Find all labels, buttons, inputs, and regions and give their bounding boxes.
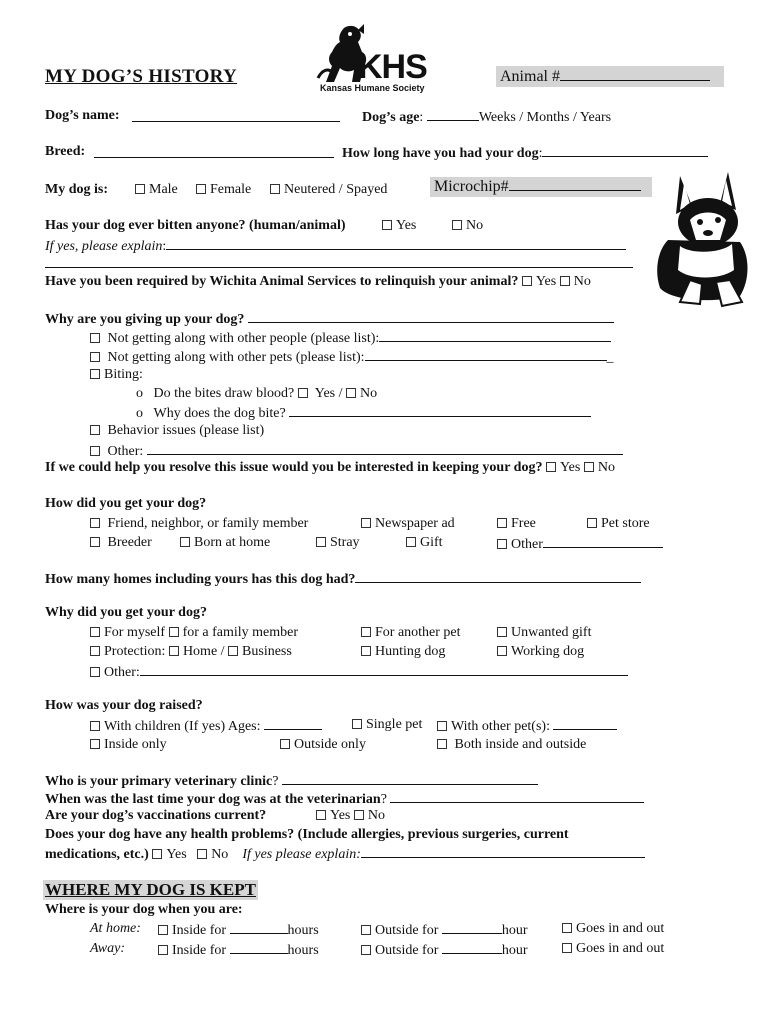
keep-no-checkbox[interactable] — [584, 462, 594, 472]
people-label: Not getting along with other people (please list): — [107, 331, 380, 346]
dog-age-input[interactable] — [427, 108, 479, 121]
business-checkbox[interactable] — [228, 646, 238, 656]
how-get-question: How did you get your dog? — [45, 496, 207, 511]
raised-question: How was your dog raised? — [45, 698, 203, 713]
health-yes-checkbox[interactable] — [152, 849, 162, 859]
health-explain-label: If yes please explain: — [242, 847, 361, 862]
dog-name-label: Dog’s name: — [45, 108, 120, 123]
clinic-input[interactable] — [282, 772, 538, 785]
giveup-other-label: Other: — [107, 444, 144, 459]
giveup-other-input[interactable] — [147, 442, 623, 455]
outside-only-checkbox[interactable] — [280, 739, 290, 749]
home-outside-hours-input[interactable] — [442, 921, 502, 934]
home-label: Home / — [182, 644, 225, 659]
home-inside-hours-input[interactable] — [230, 921, 288, 934]
unwanted-checkbox[interactable] — [497, 627, 507, 637]
neutered-checkbox[interactable] — [270, 184, 280, 194]
outside-only-option[interactable] — [280, 737, 366, 753]
stray-label: Stray — [330, 535, 360, 550]
myself-checkbox[interactable] — [90, 627, 100, 637]
keep-row — [45, 460, 615, 476]
homes-input[interactable] — [355, 570, 641, 583]
hunting-checkbox[interactable] — [361, 646, 371, 656]
relinquish-yes-checkbox[interactable] — [522, 276, 532, 286]
children-label: With children (If yes) Ages: — [104, 719, 261, 734]
away-outside-checkbox[interactable] — [361, 945, 371, 955]
clinic-row — [45, 772, 538, 790]
page-title: MY DOG’S HISTORY — [45, 66, 238, 87]
neutered-option[interactable] — [270, 182, 387, 198]
how-long-label: How long have you had your dog — [342, 146, 539, 161]
female-checkbox[interactable] — [196, 184, 206, 194]
relinquish-no-label: No — [573, 274, 591, 289]
pets-input[interactable] — [365, 348, 607, 361]
away-label: Away: — [90, 941, 125, 956]
pet-store-checkbox[interactable] — [587, 518, 597, 528]
newspaper-checkbox[interactable] — [361, 518, 371, 528]
clinic-question: Who is your primary veterinary clinic — [45, 774, 273, 789]
pets-row[interactable] — [90, 348, 614, 366]
behavior-row[interactable] — [90, 423, 264, 439]
home-outside-checkbox[interactable] — [361, 925, 371, 935]
vaccinations-row — [45, 808, 266, 824]
behavior-label: Behavior issues (please list) — [107, 423, 265, 438]
breeder-checkbox[interactable] — [90, 537, 100, 547]
bitten-explain-label: If yes, please explain — [45, 239, 163, 254]
microchip-label: Microchip# — [434, 178, 509, 195]
animal-number-field[interactable] — [496, 66, 724, 87]
female-label: Female — [210, 182, 252, 197]
health-row-2 — [45, 845, 645, 863]
clinic-qmark: ? — [272, 774, 279, 789]
blood-yes-checkbox[interactable] — [298, 388, 308, 398]
logo-subtext: Kansas Humane Society — [320, 83, 425, 93]
dog-name-input[interactable] — [132, 109, 340, 122]
home-goes-option[interactable] — [562, 921, 664, 937]
children-ages-input[interactable] — [264, 717, 322, 730]
last-visit-question: When was the last time your dog was at the veterinarian — [45, 792, 381, 807]
health-question-1: Does your dog have any health problems? (Include allergies, previous surgeries, current — [45, 827, 569, 842]
pet-store-label: Pet store — [601, 516, 650, 531]
inside-only-option[interactable] — [90, 737, 167, 753]
family-label: for a family member — [182, 625, 299, 640]
breed-label: Breed: — [45, 144, 86, 159]
bitten-question: Has your dog ever bitten anyone? (human/animal) — [45, 218, 346, 233]
born-label: Born at home — [194, 535, 271, 550]
unwanted-option[interactable] — [497, 625, 591, 641]
friend-option[interactable] — [90, 516, 308, 532]
get-other-input[interactable] — [543, 535, 663, 548]
away-inside-hours-input[interactable] — [230, 941, 288, 954]
why-get-question: Why did you get your dog? — [45, 605, 207, 620]
behavior-checkbox[interactable] — [90, 425, 100, 435]
inside-only-label: Inside only — [104, 737, 167, 752]
why-get-other-input[interactable] — [140, 663, 628, 676]
get-other-option[interactable] — [497, 535, 663, 553]
bites-blood-label: Do the bites draw blood? — [153, 386, 295, 401]
animal-number-line[interactable] — [560, 68, 710, 81]
single-pet-checkbox[interactable] — [352, 719, 362, 729]
how-long-colon: : — [538, 146, 543, 161]
both-option[interactable] — [437, 737, 586, 753]
away-goes-label: Goes in and out — [576, 941, 665, 956]
vacc-options — [316, 808, 385, 824]
keep-question: If we could help you resolve this issue would you be interested in keeping your dog? — [45, 460, 543, 475]
bitten-no-checkbox[interactable] — [452, 220, 462, 230]
people-input[interactable] — [379, 329, 611, 342]
away-goes-option[interactable] — [562, 941, 664, 957]
pets-label: Not getting along with other pets (please list): — [107, 350, 365, 365]
born-checkbox[interactable] — [180, 537, 190, 547]
home-goes-checkbox[interactable] — [562, 923, 572, 933]
stray-option[interactable] — [316, 535, 360, 551]
newspaper-option[interactable] — [361, 516, 455, 532]
vacc-yes-checkbox[interactable] — [316, 810, 326, 820]
blood-no-label: No — [360, 386, 378, 401]
bitten-explain-row — [45, 237, 626, 255]
kept-question: Where is your dog when you are: — [45, 902, 243, 917]
inside-only-checkbox[interactable] — [90, 739, 100, 749]
other-pets-checkbox[interactable] — [437, 721, 447, 731]
health-yes-label: Yes — [166, 847, 187, 862]
single-pet-option[interactable] — [352, 717, 422, 733]
home-goes-label: Goes in and out — [576, 921, 665, 936]
relinquish-row — [45, 274, 591, 290]
why-get-other-row[interactable] — [90, 663, 628, 681]
protection-checkbox[interactable] — [90, 646, 100, 656]
home-inside-hours-label: hours — [287, 923, 319, 938]
both-checkbox[interactable] — [437, 739, 447, 749]
vacc-no-label: No — [367, 808, 385, 823]
free-checkbox[interactable] — [497, 518, 507, 528]
vacc-yes-label: Yes — [330, 808, 351, 823]
hunting-option[interactable] — [361, 644, 445, 660]
male-label: Male — [149, 182, 178, 197]
how-long-input[interactable] — [542, 144, 708, 157]
why-get-other-label: Other: — [104, 665, 140, 680]
away-goes-checkbox[interactable] — [562, 943, 572, 953]
microchip-line[interactable] — [509, 178, 641, 191]
blood-yes-label: Yes — [314, 386, 336, 401]
bitten-explain-line-2[interactable] — [45, 255, 633, 268]
kept-section-header: WHERE MY DOG IS KEPT — [45, 880, 256, 899]
home-inside-option[interactable] — [158, 921, 319, 939]
myself-label: For myself — [104, 625, 166, 640]
free-option[interactable] — [497, 516, 536, 532]
away-inside-checkbox[interactable] — [158, 945, 168, 955]
working-checkbox[interactable] — [497, 646, 507, 656]
both-label: Both inside and outside — [454, 737, 587, 752]
last-visit-row — [45, 790, 644, 808]
female-option[interactable] — [196, 182, 251, 198]
gift-checkbox[interactable] — [406, 537, 416, 547]
dog-age-label: Dog’s age — [362, 110, 420, 125]
friend-checkbox[interactable] — [90, 518, 100, 528]
hunting-label: Hunting dog — [375, 644, 446, 659]
home-outside-hour-label: hour — [501, 923, 528, 938]
keep-yes-checkbox[interactable] — [546, 462, 556, 472]
why-giving-up-row — [45, 310, 614, 328]
vacc-no-checkbox[interactable] — [354, 810, 364, 820]
bitten-no-label: No — [466, 218, 484, 233]
health-explain-input[interactable] — [361, 845, 645, 858]
keep-yes-label: Yes — [559, 460, 581, 475]
corgi-icon — [650, 170, 754, 312]
bites-blood-row — [136, 386, 377, 402]
other-pets-option[interactable] — [437, 717, 617, 735]
protection-label: Protection: — [104, 644, 166, 659]
bitten-yes-checkbox[interactable] — [382, 220, 392, 230]
biting-label: Biting: — [104, 367, 143, 382]
bitten-yes-option[interactable] — [382, 218, 416, 234]
homes-question: How many homes including yours has this dog had? — [45, 572, 356, 587]
microchip-field[interactable] — [430, 177, 652, 197]
dog-is-label: My dog is: — [45, 182, 108, 197]
dog-age-units: Weeks / Months / Years — [478, 110, 612, 125]
born-option[interactable] — [180, 535, 270, 551]
myself-row[interactable] — [90, 625, 298, 641]
blood-slash: / — [338, 386, 343, 401]
logo-text: KHS — [358, 48, 427, 86]
why-get-other-checkbox[interactable] — [90, 667, 100, 677]
stray-checkbox[interactable] — [316, 537, 326, 547]
how-long-row — [342, 144, 708, 162]
pets-tail: _ — [606, 350, 614, 365]
last-visit-input[interactable] — [390, 790, 644, 803]
bitten-explain-input[interactable] — [166, 237, 626, 250]
friend-label: Friend, neighbor, or family member — [107, 516, 309, 531]
biting-row[interactable] — [90, 367, 143, 383]
get-other-checkbox[interactable] — [497, 539, 507, 549]
keep-no-label: No — [597, 460, 615, 475]
bitten-explain-colon: : — [162, 239, 167, 254]
male-checkbox[interactable] — [135, 184, 145, 194]
people-checkbox[interactable] — [90, 333, 100, 343]
another-pet-label: For another pet — [375, 625, 461, 640]
why-bite-row — [136, 404, 591, 422]
business-label: Business — [242, 644, 292, 659]
breed-input[interactable] — [94, 145, 334, 158]
unwanted-label: Unwanted gift — [511, 625, 592, 640]
children-option[interactable] — [90, 717, 322, 735]
at-home-label: At home: — [90, 921, 141, 936]
male-option[interactable] — [135, 182, 178, 198]
why-bite-input[interactable] — [289, 404, 591, 417]
working-option[interactable] — [497, 644, 584, 660]
other-pets-label: With other pet(s): — [451, 719, 550, 734]
relinquish-no-checkbox[interactable] — [560, 276, 570, 286]
last-visit-qmark: ? — [380, 792, 387, 807]
blood-no-checkbox[interactable] — [346, 388, 356, 398]
homes-row — [45, 570, 641, 588]
free-label: Free — [511, 516, 536, 531]
another-pet-checkbox[interactable] — [361, 627, 371, 637]
relinquish-question: Have you been required by Wichita Animal Services to relinquish your animal? — [45, 274, 519, 289]
gift-option[interactable] — [406, 535, 443, 551]
health-no-checkbox[interactable] — [197, 849, 207, 859]
away-inside-option[interactable] — [158, 941, 319, 959]
why-bite-label: Why does the dog bite? — [153, 406, 286, 421]
health-no-label: No — [211, 847, 229, 862]
giveup-other-row[interactable] — [90, 442, 623, 460]
pets-checkbox[interactable] — [90, 352, 100, 362]
get-other-label: Other — [511, 537, 543, 552]
khs-logo — [314, 22, 436, 96]
home-outside-option[interactable] — [361, 921, 528, 939]
breeder-label: Breeder — [107, 535, 152, 550]
gift-label: Gift — [420, 535, 443, 550]
dog-age-colon: : — [419, 110, 424, 125]
away-outside-label: Outside for — [375, 943, 439, 958]
why-giving-up-question: Why are you giving up your dog? — [45, 312, 245, 327]
working-label: Working dog — [511, 644, 585, 659]
family-checkbox[interactable] — [169, 627, 179, 637]
biting-checkbox[interactable] — [90, 369, 100, 379]
another-pet-option[interactable] — [361, 625, 461, 641]
why-giving-up-input[interactable] — [248, 310, 614, 323]
away-inside-hours-label: hours — [287, 943, 319, 958]
breeder-option[interactable] — [90, 535, 152, 551]
dog-illustration — [650, 170, 754, 312]
neutered-label: Neutered / Spayed — [284, 182, 388, 197]
people-row[interactable] — [90, 329, 611, 347]
animal-number-label: Animal # — [500, 68, 560, 85]
outside-only-label: Outside only — [294, 737, 366, 752]
children-checkbox[interactable] — [90, 721, 100, 731]
other-pets-input[interactable] — [553, 717, 617, 730]
away-outside-hours-input[interactable] — [442, 941, 502, 954]
bullet-1: o — [136, 386, 143, 401]
pet-store-option[interactable] — [587, 516, 650, 532]
protection-row[interactable] — [90, 644, 292, 660]
away-outside-option[interactable] — [361, 941, 528, 959]
home-checkbox[interactable] — [169, 646, 179, 656]
giveup-other-checkbox[interactable] — [90, 446, 100, 456]
home-outside-label: Outside for — [375, 923, 439, 938]
bitten-yes-label: Yes — [396, 218, 417, 233]
vaccinations-question: Are your dog’s vaccinations current? — [45, 808, 267, 823]
home-inside-checkbox[interactable] — [158, 925, 168, 935]
bitten-no-option[interactable] — [452, 218, 483, 234]
health-question-2: medications, etc.) — [45, 847, 149, 862]
away-outside-hour-label: hour — [501, 943, 528, 958]
dog-age-row — [362, 108, 611, 126]
away-inside-label: Inside for — [172, 943, 227, 958]
single-pet-label: Single pet — [366, 717, 423, 732]
bullet-2: o — [136, 406, 143, 421]
newspaper-label: Newspaper ad — [375, 516, 455, 531]
home-inside-label: Inside for — [172, 923, 227, 938]
relinquish-yes-label: Yes — [535, 274, 557, 289]
